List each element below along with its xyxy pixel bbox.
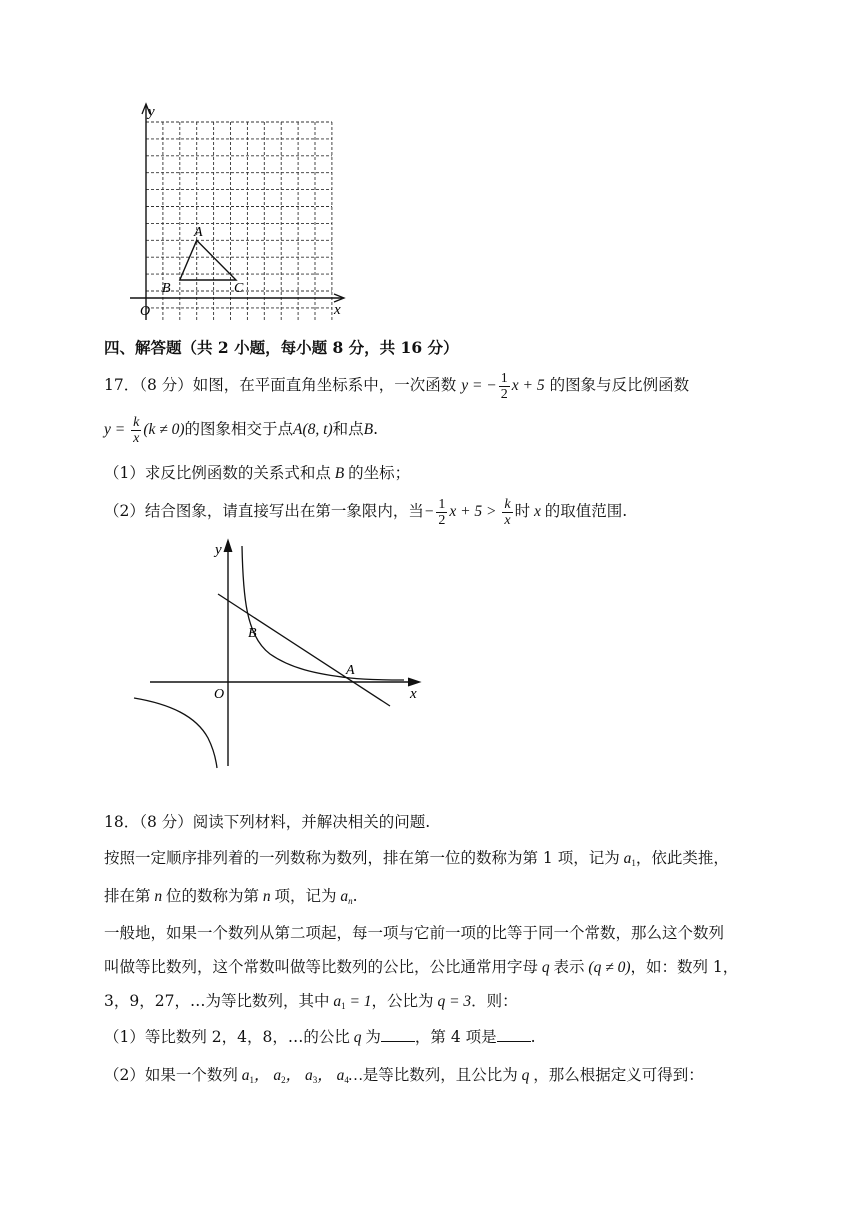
inverse-function-formula: y = $\frac{k}{x}$ (k ≠ 0) [104, 415, 185, 446]
linear-function-formula: y = − $\frac{1}{2}$ x + 5 [461, 371, 545, 402]
q18-number: 18．（8 分） [104, 813, 193, 831]
q18-line4: 一般地，如果一个数列从第二项起，每一项与它前一项的比等于同一个常数，那么这个数列 [104, 924, 725, 942]
point-b-label: B [162, 281, 171, 296]
q18-part1: （1）等比数列 2，4，8，…的公比 q 为 ，第 4 项是 . [104, 1028, 536, 1046]
q18-part2: （2）如果一个数列 $a_1$， $a_2$， $a_3$， $a_4\dots$是等比数列，且公比为 q ，那么根据定义可得到： [104, 1066, 704, 1085]
grid-origin-label: O [140, 304, 151, 319]
graph-y-label: y [215, 542, 222, 558]
hyperbola-branch-1 [242, 546, 404, 680]
graph-point-a-label: A [346, 663, 355, 678]
graph-origin-label: O [214, 687, 225, 702]
graph-x-label: x [410, 686, 417, 702]
answer-blank-ratio[interactable] [381, 1027, 415, 1042]
q17-line2: y = $\frac{k}{x}$ (k ≠ 0)的图象相交于点A(8, t)和点B. [104, 415, 379, 446]
hyperbola-branch-2 [134, 698, 217, 768]
q17-line1: 17．（8 分）如图，在平面直角坐标系中，一次函数 y = − $\frac{1}{2}$ x + 5 的图象与反比例函数 [104, 371, 690, 402]
graph-point-b-label: B [248, 626, 257, 641]
q18-line2: 按照一定顺序排列着的一列数称为数列，排在第一位的数称为第 1 项，记为 $a_1$，依此类推， [104, 849, 729, 868]
q17-part1: （1）求反比例函数的关系式和点 B 的坐标； [104, 464, 411, 482]
q17-number: 17．（8 分） [104, 376, 193, 395]
linear-function-line [218, 594, 390, 706]
q18-line1: 18．（8 分）阅读下列材料，并解决相关的问题. [104, 813, 431, 831]
inequality-formula: − $\frac{1}{2}$ x + 5 > $\frac{k}{x}$ [423, 497, 511, 528]
section-heading: 四、解答题（共 2 小题，每小题 8 分，共 16 分） [104, 338, 459, 357]
function-graph-figure [130, 536, 430, 776]
point-c-label: C [234, 281, 244, 296]
q18-line3: 排在第 n 位的数称为第 n 项，记为 $a_n$. [104, 887, 358, 906]
graph-y-arrow [224, 540, 232, 552]
point-a-coords: A(8, t) [293, 421, 333, 439]
grid-x-label: x [334, 302, 341, 318]
q17-part2: （2）结合图象，请直接写出在第一象限内，当− $\frac{1}{2}$ x + 5 > $\frac{k}{x}$ 时 x 的取值范围. [104, 497, 628, 528]
graph-x-arrow [408, 678, 420, 686]
point-a-label: A [194, 225, 203, 240]
grid-y-label: y [148, 104, 155, 120]
grid-triangle-figure [126, 100, 348, 325]
q18-line6: 3，9，27，…为等比数列，其中 $a_1 = 1$，公比为 q = 3．则： [104, 992, 518, 1011]
q18-line5: 叫做等比数列，这个常数叫做等比数列的公比，公比通常用字母 q 表示 (q ≠ 0)，如：数列 1， [104, 958, 739, 976]
answer-blank-fourth-term[interactable] [497, 1027, 531, 1042]
point-b-ref: B [363, 421, 374, 439]
